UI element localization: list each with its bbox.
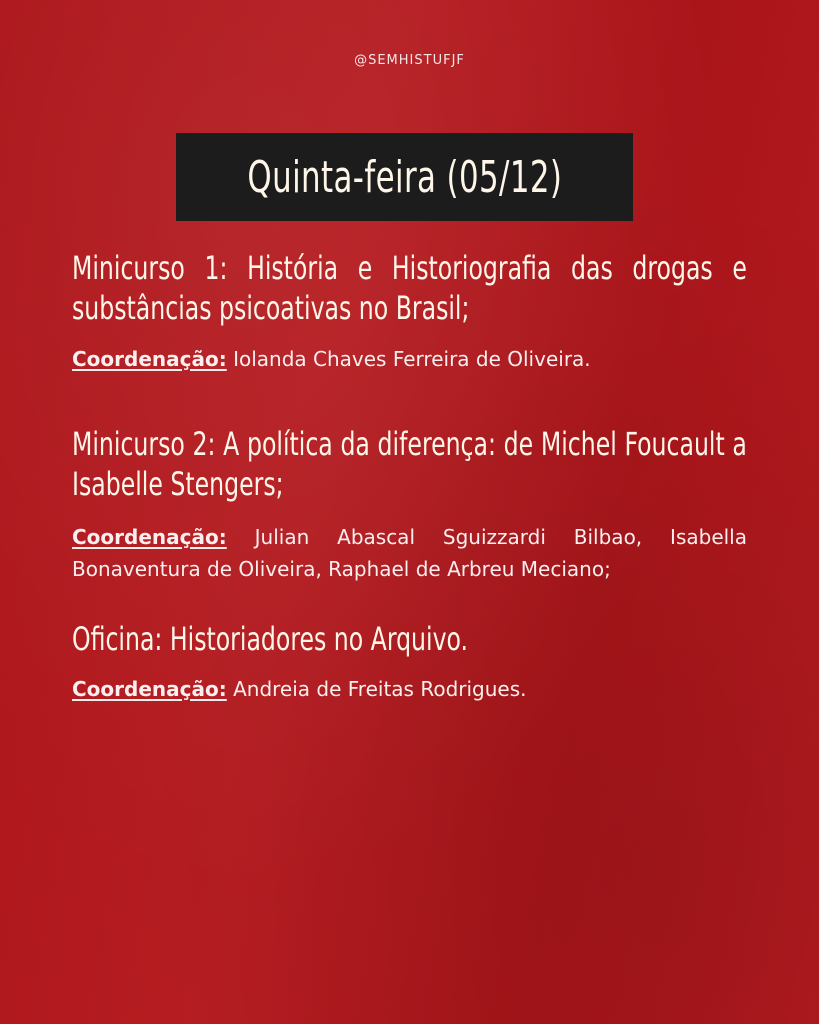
coordination-label: Coordenação: [72, 347, 227, 371]
schedule-item-oficina [72, 619, 747, 705]
item-heading: Minicurso 2: A política da diferença: de Michel Foucault a Isabelle Stengers; [72, 425, 747, 503]
schedule-item-minicurso-1 [72, 248, 747, 375]
coordination-names: Andreia de Freitas Rodrigues. [226, 677, 527, 701]
item-heading: Minicurso 1: História e Historiografia das drogas e substâncias psicoativas no Brasil; [72, 249, 747, 327]
coordination-label: Coordenação: [72, 677, 227, 701]
coordination-names: Iolanda Chaves Ferreira de Oliveira. [226, 347, 591, 371]
item-coordination [72, 673, 747, 705]
item-heading: Oficina: Historiadores no Arquivo. [72, 620, 469, 658]
instagram-handle: @SEMHISTUFJF [354, 53, 465, 68]
coordination-names: Julian Abascal Sguizzardi Bilbao, Isabella Bonaventura de Oliveira, Raphael de Arbreu Meciano; [72, 525, 747, 581]
title-banner [176, 133, 633, 221]
item-coordination [72, 521, 747, 585]
schedule-item-minicurso-2 [72, 424, 747, 585]
schedule-list [72, 248, 747, 705]
page-title: Quinta-feira (05/12) [247, 151, 562, 203]
coordination-label: Coordenação: [72, 525, 227, 549]
item-coordination [72, 343, 747, 375]
